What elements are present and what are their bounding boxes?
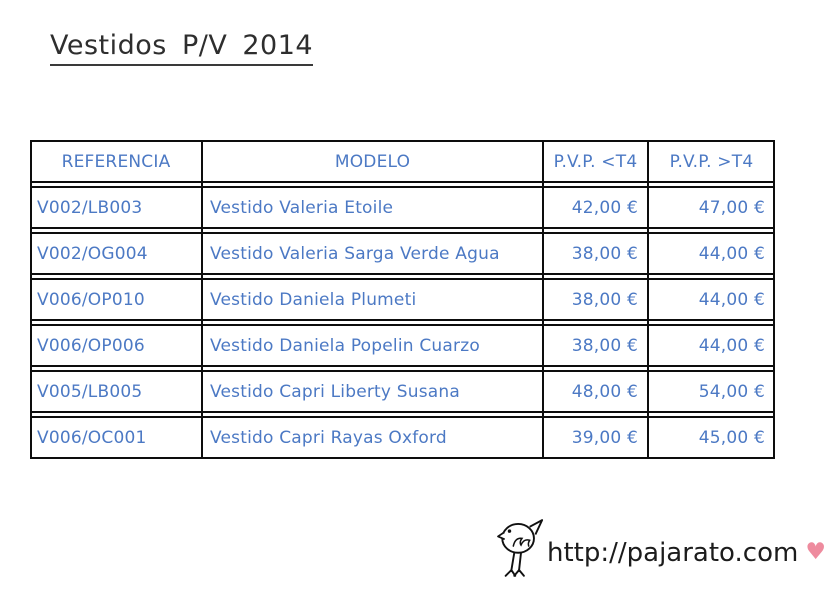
cell-pvp-gt-t4: 44,00 € — [698, 335, 765, 356]
cell-referencia: V005/LB005 — [37, 381, 143, 402]
cell-modelo: Vestido Capri Rayas Oxford — [210, 427, 447, 448]
cell-pvp-gt-t4: 45,00 € — [698, 427, 765, 448]
table-border-right — [773, 140, 775, 459]
table-row — [30, 186, 775, 229]
bird-icon — [497, 514, 545, 580]
site-watermark — [497, 514, 826, 580]
cell-pvp-gt-t4: 44,00 € — [698, 243, 765, 264]
column-header-pvp-gt-t4: P.V.P. >T4 — [669, 151, 754, 172]
table-header-row — [30, 140, 775, 183]
cell-pvp-lt-t4: 38,00 € — [571, 289, 638, 310]
cell-pvp-lt-t4: 48,00 € — [571, 381, 638, 402]
cell-referencia: V006/OP006 — [37, 335, 145, 356]
cell-modelo: Vestido Daniela Popelin Cuarzo — [210, 335, 480, 356]
cell-pvp-lt-t4: 38,00 € — [571, 243, 638, 264]
cell-pvp-lt-t4: 42,00 € — [571, 197, 638, 218]
cell-pvp-gt-t4: 54,00 € — [698, 381, 765, 402]
column-header-referencia: REFERENCIA — [61, 151, 171, 172]
table-border-left — [30, 140, 32, 459]
cell-modelo: Vestido Capri Liberty Susana — [210, 381, 460, 402]
table-row — [30, 324, 775, 367]
price-table — [30, 140, 775, 459]
table-row — [30, 370, 775, 413]
cell-modelo: Vestido Valeria Etoile — [210, 197, 394, 218]
cell-modelo: Vestido Valeria Sarga Verde Agua — [210, 243, 500, 264]
cell-modelo: Vestido Daniela Plumeti — [210, 289, 417, 310]
cell-referencia: V002/OG004 — [37, 243, 148, 264]
table-row — [30, 416, 775, 459]
table-divider-referencia-modelo — [201, 140, 203, 459]
cell-pvp-lt-t4: 39,00 € — [571, 427, 638, 448]
column-header-pvp-lt-t4: P.V.P. <T4 — [553, 151, 638, 172]
cell-referencia: V006/OC001 — [37, 427, 147, 448]
cell-referencia: V002/LB003 — [37, 197, 143, 218]
table-divider-modelo-pvp1 — [542, 140, 544, 459]
column-header-modelo: MODELO — [334, 151, 411, 172]
page-title: Vestidos P/V 2014 — [50, 30, 313, 66]
table-row — [30, 232, 775, 275]
cell-pvp-gt-t4: 47,00 € — [698, 197, 765, 218]
site-url: http://pajarato.com — [547, 538, 799, 568]
heart-icon: ♥ — [805, 539, 826, 565]
table-row — [30, 278, 775, 321]
cell-pvp-gt-t4: 44,00 € — [698, 289, 765, 310]
table-divider-pvp1-pvp2 — [647, 140, 649, 459]
cell-referencia: V006/OP010 — [37, 289, 145, 310]
cell-pvp-lt-t4: 38,00 € — [571, 335, 638, 356]
